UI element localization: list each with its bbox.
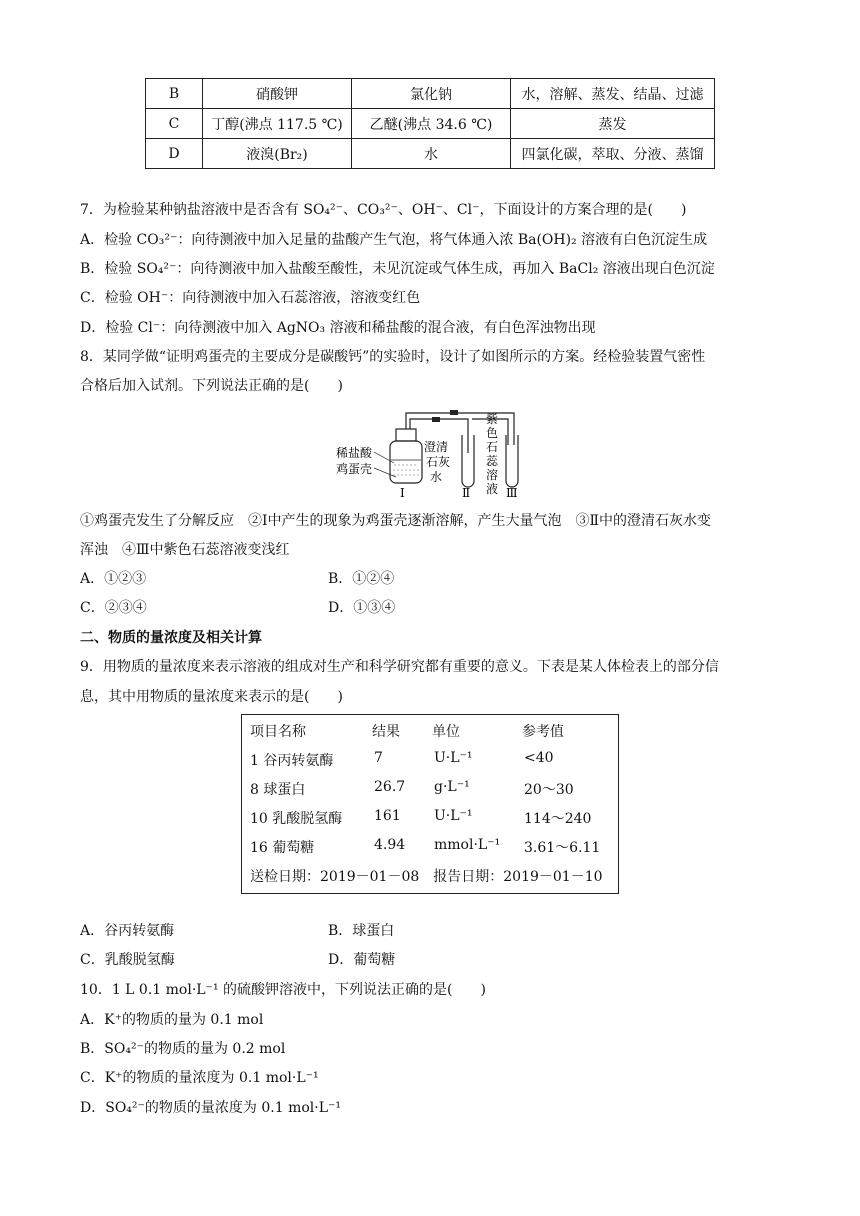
label-litmus-5: 溶 xyxy=(486,468,499,482)
row-unit: U·L⁻¹ xyxy=(434,808,473,824)
q9-stem-line1: 9．用物质的量浓度来表示溶液的组成对生产和科学研究都有重要的意义。下表是某人体检表上的部分信 xyxy=(80,659,719,675)
medical-report-table xyxy=(241,714,619,894)
q7-stem: 7．为检验某种钠盐溶液中是否含有 SO₄²⁻、CO₃²⁻、OH⁻、Cl⁻，下面设计的方案合理的是( ) xyxy=(80,202,687,218)
table-row xyxy=(146,109,715,139)
q8-stem-line1: 8．某同学做“证明鸡蛋壳的主要成分是碳酸钙”的实验时，设计了如图所示的方案。经检验装置气密性 xyxy=(80,349,706,365)
row-unit: U·L⁻¹ xyxy=(434,750,473,766)
q9-option-a: A．谷丙转氨酶 xyxy=(80,923,175,939)
report-dates: 送检日期：2019－01－08 报告日期：2019－01－10 xyxy=(250,869,603,885)
q9-stem-line2: 息，其中用物质的量浓度来表示的是( ) xyxy=(80,689,343,705)
row-label: B xyxy=(146,79,203,109)
label-limewater-3: 水 xyxy=(430,470,443,484)
apparatus-diagram xyxy=(334,405,530,500)
q8-stem-line2: 合格后加入试剂。下列说法正确的是( ) xyxy=(80,378,343,394)
row-result: 26.7 xyxy=(374,779,406,795)
label-litmus-2: 色 xyxy=(486,426,499,440)
label-num-i: Ⅰ xyxy=(400,486,405,500)
mixture-cell: 丁醇(沸点 117.5 ℃) xyxy=(203,109,352,139)
table-row xyxy=(146,139,715,169)
row-reference: 114～240 xyxy=(524,811,592,827)
row-result: 4.94 xyxy=(374,837,406,853)
q8-option-a: A．①②③ xyxy=(80,571,147,587)
table-row xyxy=(146,79,715,109)
header-reference: 参考值 xyxy=(522,724,564,740)
method-cell: 水，溶解、蒸发、结晶、过滤 xyxy=(511,79,715,109)
q8-statements-line1: ①鸡蛋壳发生了分解反应 ②Ⅰ中产生的现象为鸡蛋壳逐渐溶解，产生大量气泡 ③Ⅱ中的澄清石灰水变 xyxy=(80,513,712,529)
row-label: C xyxy=(146,109,203,139)
row-result: 161 xyxy=(374,808,401,824)
separation-methods-table xyxy=(145,78,715,169)
q7-option-b: B．检验 SO₄²⁻：向待测液中加入盐酸至酸性，未见沉淀或气体生成，再加入 BaCl₂ 溶液出现白色沉淀 xyxy=(80,261,715,277)
q7-option-a: A．检验 CO₃²⁻：向待测液中加入足量的盐酸产生气泡，将气体通入浓 Ba(OH)₂ 溶液有白色沉淀生成 xyxy=(80,232,708,248)
q7-option-d: D．检验 Cl⁻：向待测液中加入 AgNO₃ 溶液和稀盐酸的混合液，有白色浑浊物出现 xyxy=(80,320,596,336)
q10-option-c: C．K⁺的物质的量浓度为 0.1 mol·L⁻¹ xyxy=(80,1070,319,1086)
row-unit: g·L⁻¹ xyxy=(434,779,470,795)
q10-option-d: D．SO₄²⁻的物质的量浓度为 0.1 mol·L⁻¹ xyxy=(80,1100,342,1116)
row-result: 7 xyxy=(374,750,383,766)
mixture-cell: 硝酸钾 xyxy=(203,79,352,109)
bottle-stopper-shape xyxy=(396,429,416,441)
q10-option-a: A．K⁺的物质的量为 0.1 mol xyxy=(80,1012,264,1028)
q8-option-c: C．②③④ xyxy=(80,600,147,616)
clamp-top xyxy=(450,410,458,415)
header-unit: 单位 xyxy=(432,724,460,740)
mixture-cell: 液溴(Br₂) xyxy=(203,139,352,169)
impurity-cell: 水 xyxy=(352,139,511,169)
clamp-mid xyxy=(432,417,440,422)
method-cell: 四氯化碳，萃取、分液、蒸馏 xyxy=(511,139,715,169)
header-result: 结果 xyxy=(372,724,400,740)
label-litmus-6: 液 xyxy=(486,482,499,496)
row-item: 1 谷丙转氨酶 xyxy=(250,753,334,769)
q9-option-c: C．乳酸脱氢酶 xyxy=(80,952,175,968)
label-dilute-hcl: 稀盐酸 xyxy=(336,446,373,460)
row-unit: mmol·L⁻¹ xyxy=(434,837,501,853)
label-litmus-1: 紫 xyxy=(486,412,499,426)
q10-stem: 10．1 L 0.1 mol·L⁻¹ 的硫酸钾溶液中，下列说法正确的是( ) xyxy=(80,982,486,998)
header-item: 项目名称 xyxy=(250,724,306,740)
label-limewater-1: 澄清 xyxy=(424,440,449,454)
label-num-ii: Ⅱ xyxy=(462,486,471,500)
q9-option-d: D．葡萄糖 xyxy=(328,952,396,968)
method-cell: 蒸发 xyxy=(511,109,715,139)
q9-option-b: B．球蛋白 xyxy=(328,923,395,939)
shell-leader xyxy=(374,468,396,477)
label-limewater-2: 石灰 xyxy=(426,455,451,469)
row-reference: 3.61～6.11 xyxy=(524,840,601,856)
label-litmus-3: 石 xyxy=(486,440,499,454)
q7-option-c: C．检验 OH⁻：向待测液中加入石蕊溶液，溶液变红色 xyxy=(80,290,421,306)
q10-option-b: B．SO₄²⁻的物质的量为 0.2 mol xyxy=(80,1041,286,1057)
acid-leader xyxy=(374,452,394,463)
row-item: 16 葡萄糖 xyxy=(250,840,315,856)
q8-option-b: B．①②④ xyxy=(328,571,395,587)
experiment-apparatus-figure xyxy=(334,405,530,500)
row-item: 10 乳酸脱氢酶 xyxy=(250,811,343,827)
row-label: D xyxy=(146,139,203,169)
label-eggshell: 鸡蛋壳 xyxy=(336,462,373,476)
row-item: 8 球蛋白 xyxy=(250,782,306,798)
section-heading: 二、物质的量浓度及相关计算 xyxy=(80,630,262,646)
impurity-cell: 氯化钠 xyxy=(352,79,511,109)
row-reference: 20～30 xyxy=(524,782,574,798)
q8-statements-line2: 浑浊 ④Ⅲ中紫色石蕊溶液变浅红 xyxy=(80,542,290,558)
impurity-cell: 乙醚(沸点 34.6 ℃) xyxy=(352,109,511,139)
label-num-iii: Ⅲ xyxy=(506,486,518,500)
q8-option-d: D．①③④ xyxy=(328,600,396,616)
liquid-hatch xyxy=(393,465,419,475)
row-reference: <40 xyxy=(524,750,554,766)
label-litmus-4: 蕊 xyxy=(486,454,499,468)
